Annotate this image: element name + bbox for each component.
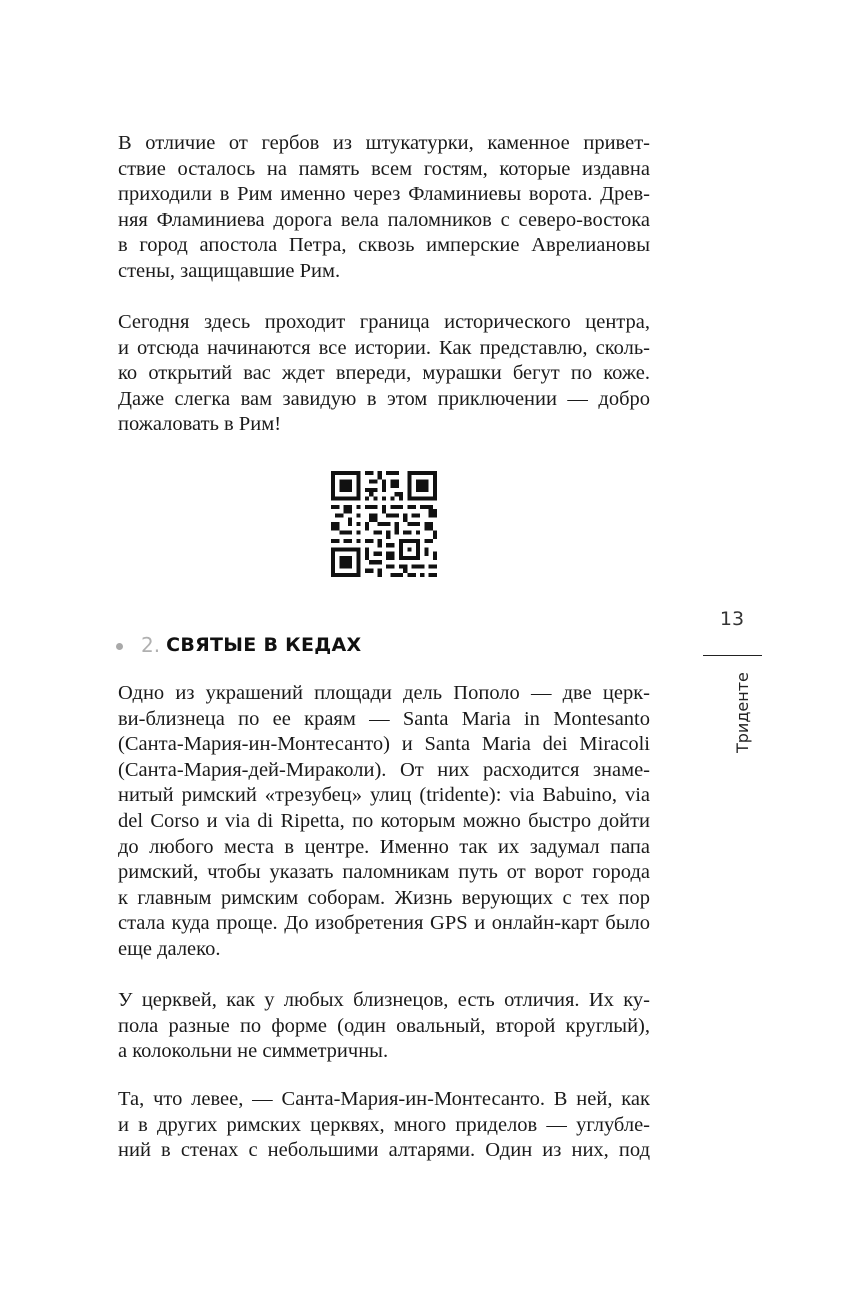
paragraph-montesanto — [118, 1087, 650, 1164]
bullet-dot-icon — [116, 643, 123, 650]
running-head: Триденте — [733, 672, 752, 753]
text-line: Та, что левее, — Санта-Мария-ин-Монтесанто. В ней, как — [118, 1088, 650, 1110]
text-line: Даже слегка вам завидую в этом приключении — добро — [118, 387, 650, 410]
paragraph-gates-greeting — [118, 131, 650, 285]
text-line: няя Фламиниева дорога вела паломников с северо-востока — [118, 208, 650, 231]
text-line: ний в стенах с небольшими алтарями. Один из них, под — [118, 1139, 650, 1162]
text-line: еще далеко. — [118, 937, 221, 960]
text-line: ко открытий вас ждет впереди, мурашки бегут по коже. — [118, 362, 650, 385]
text-line: del Corso и via di Ripetta, по которым можно быстро дойти — [118, 809, 650, 832]
text-line: пожаловать в Рим! — [118, 413, 282, 436]
text-line: В отличие от гербов из штукатурки, каменное привет- — [118, 132, 650, 154]
text-line: ствие осталось на память всем гостям, которые издавна — [118, 157, 650, 180]
qr-code[interactable] — [331, 471, 437, 577]
text-line: и в других римских церквях, много приделов — углубле- — [118, 1113, 650, 1136]
section-number: 2. — [141, 633, 161, 657]
text-line: Сегодня здесь проходит граница исторического центра, — [118, 311, 650, 333]
page-number: 13 — [719, 608, 745, 630]
text-line: пола разные по форме (один овальный, второй круглый), — [118, 1014, 650, 1037]
text-line: Одно из украшений площади дель Пополо — две церк- — [118, 682, 650, 704]
paragraph-twin-churches — [118, 681, 650, 963]
text-line: в город апостола Петра, сквозь имперские Аврелиановы — [118, 234, 650, 257]
text-line: У церквей, как у любых близнецов, есть отличия. Их ку- — [118, 989, 650, 1011]
text-line: приходили в Рим именно через Фламиниевы ворота. Древ- — [118, 183, 650, 206]
paragraph-welcome — [118, 310, 650, 438]
text-line: к главным римским соборам. Жизнь верующих с тех пор — [118, 886, 650, 909]
section-title: СВЯТЫЕ В КЕДАХ — [166, 634, 362, 656]
text-line: (Санта-Мария-ин-Монтесанто) и Santa Maria dei Miracoli — [118, 733, 650, 756]
text-line: ви-близнеца по ее краям — Santa Maria in Montesanto — [118, 707, 650, 730]
paragraph-differences — [118, 988, 650, 1065]
text-line: до любого места в центре. Именно так их задумал папа — [118, 835, 650, 858]
text-line: нитый римский «трезубец» улиц (tridente): via Babuino, via — [118, 784, 650, 807]
text-line: а колокольни не симметричны. — [118, 1040, 389, 1063]
section-heading — [116, 630, 361, 660]
text-line: стены, защищавшие Рим. — [118, 259, 341, 282]
text-line: стала куда проще. До изобретения GPS и онлайн-карт было — [118, 912, 650, 935]
margin-divider — [703, 655, 762, 656]
text-line: римский, чтобы указать паломникам путь от ворот города — [118, 861, 650, 884]
text-line: и отсюда начинаются все истории. Как представлю, сколь- — [118, 336, 650, 359]
text-line: (Санта-Мария-дей-Мираколи). От них расходится знаме- — [118, 758, 650, 781]
